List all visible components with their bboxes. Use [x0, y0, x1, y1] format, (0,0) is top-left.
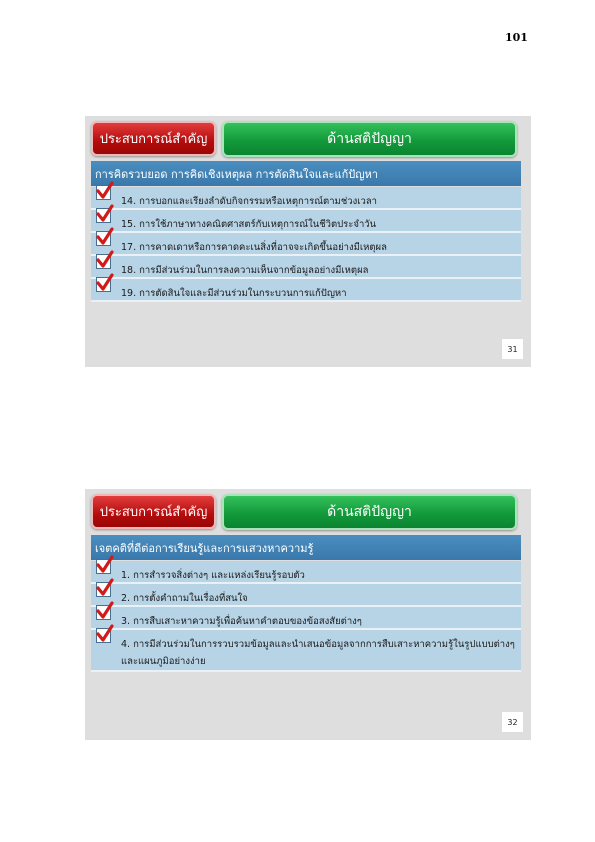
checked-checkbox-icon [96, 559, 111, 574]
item-text: 3. การสืบเสาะหาความรู้เพื่อค้นหาคำตอบของข้อสงสัยต่างๆ [121, 616, 362, 627]
intellect-title-button: ด้านสติปัญญา [222, 494, 517, 530]
list-item [91, 630, 521, 672]
checked-checkbox-icon [96, 231, 111, 246]
experience-title-button: ประสบการณ์สำคัญ [91, 121, 216, 156]
topic-bar: การคิดรวบยอด การคิดเชิงเหตุผล การตัดสินใจและแก้ปัญหา [91, 161, 521, 186]
list-item [91, 187, 521, 210]
slide-number: 31 [502, 339, 523, 359]
slide-32 [85, 489, 531, 740]
checked-checkbox-icon [96, 628, 111, 643]
item-text: 1. การสำรวจสิ่งต่างๆ และแหล่งเรียนรู้รอบตัว [121, 570, 305, 581]
item-text: 14. การบอกและเรียงลำดับกิจกรรมหรือเหตุการณ์ตามช่วงเวลา [121, 196, 377, 207]
checked-checkbox-icon [96, 605, 111, 620]
item-text: 19. การตัดสินใจและมีส่วนร่วมในกระบวนการแก้ปัญหา [121, 288, 347, 299]
page-number: 101 [505, 31, 528, 44]
intellect-title-button: ด้านสติปัญญา [222, 121, 517, 157]
slide-number: 32 [502, 712, 523, 732]
checked-checkbox-icon [96, 254, 111, 269]
item-text: 2. การตั้งคำถามในเรื่องที่สนใจ [121, 593, 248, 604]
topic-bar: เจตคติที่ดีต่อการเรียนรู้และการแสวงหาความรู้ [91, 535, 521, 560]
item-text: 17. การคาดเดาหรือการคาดคะเนสิ่งที่อาจจะเกิดขึ้นอย่างมีเหตุผล [121, 242, 387, 253]
list-item [91, 584, 521, 607]
experience-title-button: ประสบการณ์สำคัญ [91, 494, 216, 529]
item-list [91, 561, 521, 672]
checked-checkbox-icon [96, 208, 111, 223]
item-list [91, 187, 521, 302]
checked-checkbox-icon [96, 185, 111, 200]
item-text: 18. การมีส่วนร่วมในการลงความเห็นจากข้อมูลอย่างมีเหตุผล [121, 265, 369, 276]
list-item [91, 233, 521, 256]
list-item [91, 279, 521, 302]
slide-31 [85, 116, 531, 367]
item-text: 4. การมีส่วนร่วมในการรวบรวมข้อมูลและนำเสนอข้อมูลจากการสืบเสาะหาความรู้ในรูปแบบต่างๆ และแผนภูมิอย่างง่าย [121, 639, 515, 667]
checked-checkbox-icon [96, 582, 111, 597]
list-item [91, 256, 521, 279]
list-item [91, 561, 521, 584]
list-item [91, 607, 521, 630]
checked-checkbox-icon [96, 277, 111, 292]
list-item [91, 210, 521, 233]
item-text: 15. การใช้ภาษาทางคณิตศาสตร์กับเหตุการณ์ในชีวิตประจำวัน [121, 219, 377, 230]
